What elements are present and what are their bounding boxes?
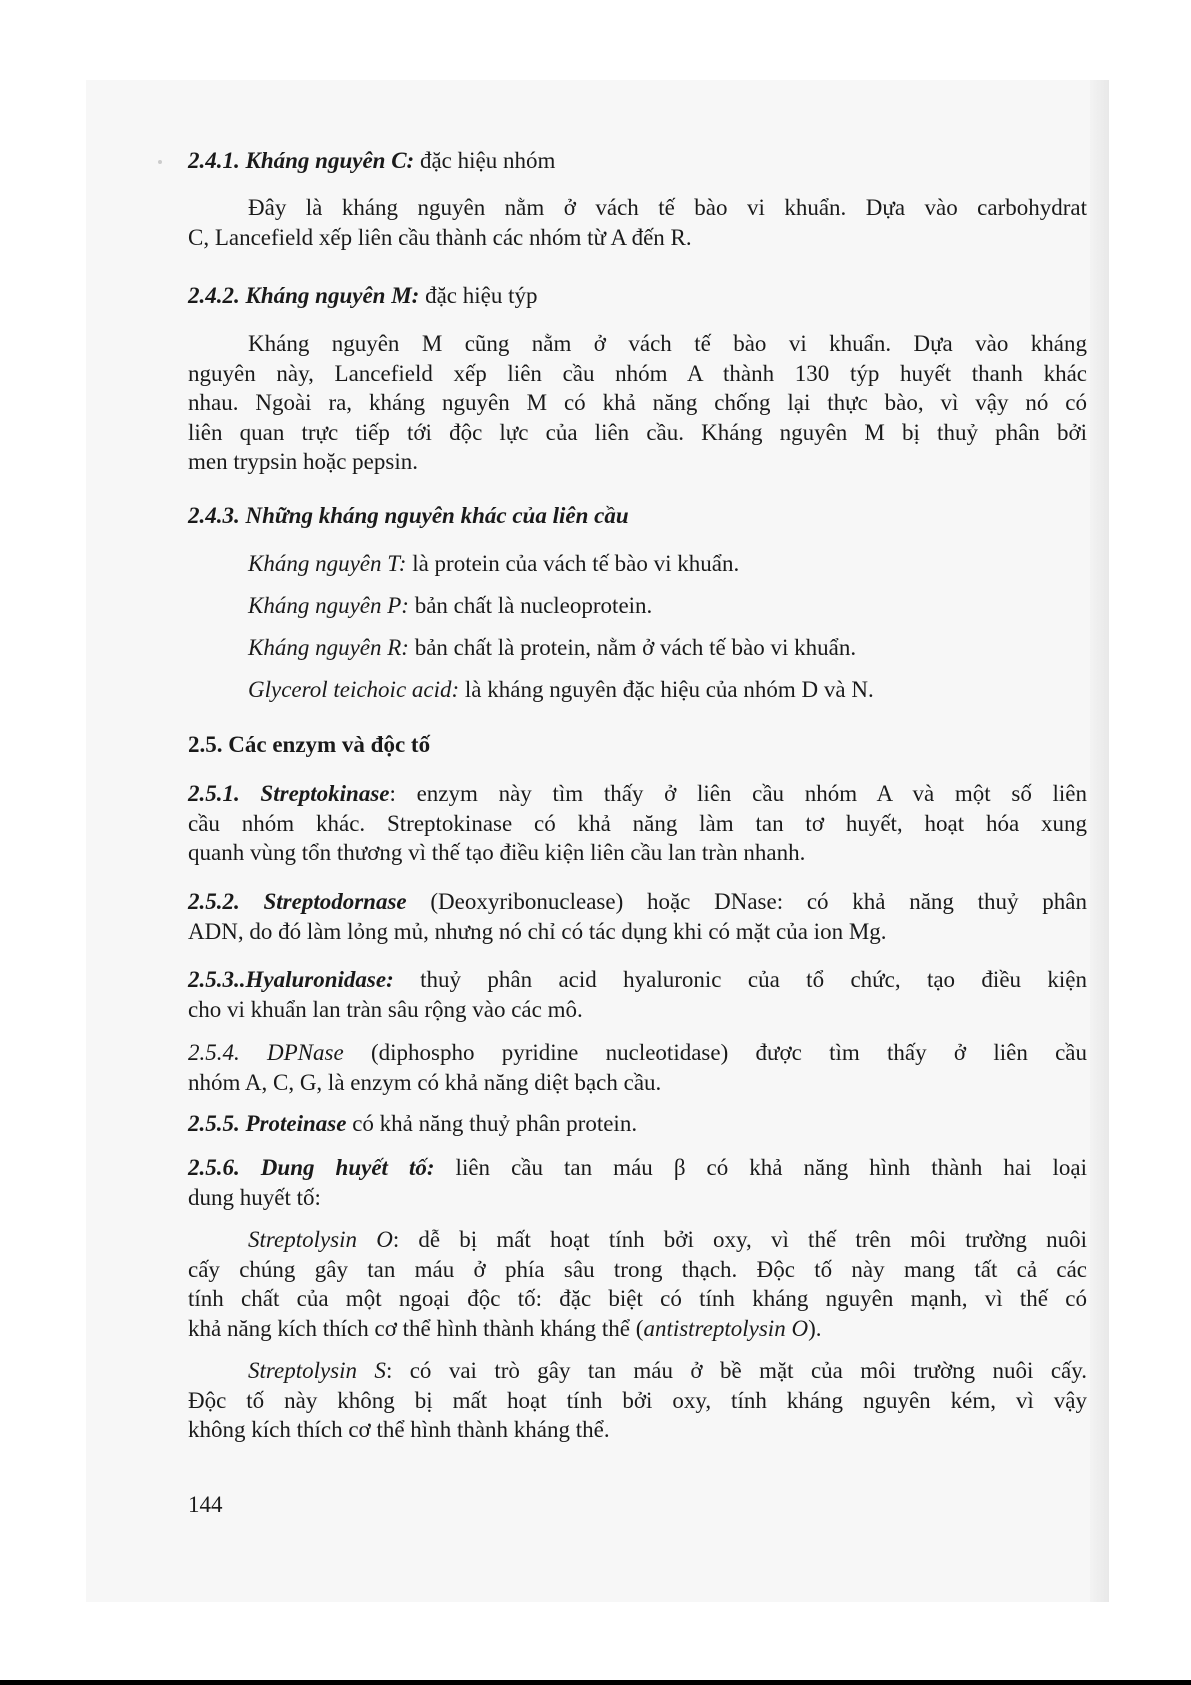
text-run: (diphospho pyridine nucleotidase) được tìm thấy ở liên cầu bbox=[343, 1040, 1088, 1065]
text-run: : enzym này tìm thấy ở liên cầu nhóm A và một số liên bbox=[389, 781, 1087, 806]
paragraph-streptolysin-o bbox=[188, 1225, 1087, 1343]
text-run: Độc tố này không bị mất hoạt tính bởi oxy, tính kháng nguyên kém, vì vậy bbox=[188, 1387, 1087, 1413]
text-run: không kích thích cơ thể hình thành kháng thể. bbox=[188, 1417, 610, 1442]
text-line bbox=[188, 1284, 1087, 1314]
text-run: đặc hiệu nhóm bbox=[414, 148, 556, 173]
text-line bbox=[188, 965, 1087, 995]
emphasis-run: Kháng nguyên T: bbox=[248, 551, 407, 576]
text-line bbox=[188, 779, 1087, 809]
text-line bbox=[188, 809, 1087, 839]
text-line bbox=[188, 193, 1087, 223]
text-run: ADN, do đó làm lỏng mủ, nhưng nó chỉ có tác dụng khi có mặt của ion Mg. bbox=[188, 918, 887, 944]
paragraph bbox=[188, 193, 1087, 252]
text-run: : có vai trò gây tan máu ở bề mặt của môi trường nuôi cấy. bbox=[385, 1358, 1088, 1383]
text-line bbox=[188, 1255, 1087, 1285]
text-line bbox=[188, 633, 1087, 663]
emphasis-run: 2.5.3..Hyaluronidase: bbox=[188, 967, 394, 992]
text-line bbox=[188, 838, 1087, 868]
emphasis-run: 2.4.2. Kháng nguyên M: bbox=[188, 283, 420, 308]
emphasis-run: 2.5.6. Dung huyết tố: bbox=[188, 1155, 435, 1180]
emphasis-run: 2.5. Các enzym và độc tố bbox=[188, 732, 431, 757]
text-line bbox=[188, 223, 1087, 253]
text-line bbox=[188, 329, 1087, 359]
text-run: nguyên này, Lancefield xếp liên cầu nhóm A thành 130 týp huyết thanh khác bbox=[188, 360, 1087, 386]
section-2-5-6 bbox=[188, 1153, 1087, 1212]
text-run: nhóm A, C, G, là enzym có khả năng diệt bạch cầu. bbox=[188, 1069, 662, 1095]
text-run: có khả năng thuỷ phân protein. bbox=[346, 1111, 638, 1136]
text-line bbox=[188, 1356, 1087, 1386]
text-run: Đây là kháng nguyên nằm ở vách tế bào vi khuẩn. Dựa vào carbohydrat bbox=[248, 195, 1087, 220]
text-line bbox=[188, 281, 1087, 311]
list-item bbox=[188, 675, 1087, 705]
emphasis-run: Kháng nguyên P: bbox=[248, 593, 409, 618]
text-run: bản chất là protein, nằm ở vách tế bào vi khuẩn. bbox=[408, 635, 857, 660]
section-2-5-3 bbox=[188, 965, 1087, 1024]
paragraph bbox=[188, 329, 1087, 477]
emphasis-run: Streptolysin S bbox=[248, 1358, 386, 1383]
text-run: khả năng kích thích cơ thể hình thành kháng thể ( bbox=[188, 1315, 644, 1341]
text-line bbox=[188, 675, 1087, 705]
emphasis-run: 2.5.4. DPNase bbox=[188, 1040, 344, 1065]
heading-2-4-1 bbox=[188, 146, 1087, 176]
text-run: Kháng nguyên M cũng nằm ở vách tế bào vi khuẩn. Dựa vào kháng bbox=[248, 331, 1087, 356]
text-line bbox=[188, 1415, 1087, 1445]
text-run: nhau. Ngoài ra, kháng nguyên M có khả năng chống lại thực bào, vì vậy nó có bbox=[188, 390, 1087, 415]
text-run: men trypsin hoặc pepsin. bbox=[188, 449, 418, 474]
text-run: là protein của vách tế bào vi khuẩn. bbox=[406, 551, 740, 576]
heading-2-4-2 bbox=[188, 281, 1087, 311]
emphasis-run: antistreptolysin O bbox=[643, 1315, 809, 1341]
text-line bbox=[188, 995, 1087, 1025]
list-item bbox=[188, 633, 1087, 663]
text-line bbox=[188, 1225, 1087, 1255]
text-line bbox=[188, 1109, 1087, 1139]
emphasis-run: 2.5.1. Streptokinase bbox=[188, 781, 390, 806]
text-line bbox=[188, 359, 1087, 389]
emphasis-run: 2.4.1. Kháng nguyên C: bbox=[188, 148, 415, 173]
section-2-5-2 bbox=[188, 887, 1087, 946]
text-run: dung huyết tố: bbox=[188, 1184, 321, 1210]
text-line bbox=[188, 146, 1087, 176]
text-line bbox=[188, 501, 1087, 531]
text-line bbox=[188, 917, 1087, 947]
page-gutter-shadow bbox=[1090, 80, 1109, 1602]
text-line bbox=[188, 447, 1087, 477]
text-run: C, Lancefield xếp liên cầu thành các nhóm từ A đến R. bbox=[188, 224, 692, 250]
text-line bbox=[188, 1183, 1087, 1213]
heading-2-4-3 bbox=[188, 501, 1087, 531]
text-run: liên quan trực tiếp tới độc lực của liên cầu. Kháng nguyên M bị thuỷ phân bởi bbox=[188, 419, 1087, 445]
text-line bbox=[188, 549, 1087, 579]
text-run: thuỷ phân acid hyaluronic của tổ chức, tạo điều kiện bbox=[393, 967, 1087, 992]
text-run: bản chất là nucleoprotein. bbox=[408, 593, 653, 618]
text-line bbox=[188, 1314, 1087, 1344]
text-run: cho vi khuẩn lan tràn sâu rộng vào các mô. bbox=[188, 996, 583, 1022]
text-run: cầu nhóm khác. Streptokinase có khả năng làm tan tơ huyết, hoạt hóa xung bbox=[188, 810, 1087, 836]
text-line bbox=[188, 418, 1087, 448]
list-item bbox=[188, 591, 1087, 621]
text-run: tính chất của một ngoại độc tố: đặc biệt có tính kháng nguyên mạnh, vì thế có bbox=[188, 1286, 1087, 1311]
paragraph-streptolysin-s bbox=[188, 1356, 1087, 1445]
heading-2-5 bbox=[188, 730, 1087, 760]
list-item bbox=[188, 549, 1087, 579]
text-line bbox=[188, 388, 1087, 418]
section-2-5-4 bbox=[188, 1038, 1087, 1097]
text-line bbox=[188, 1038, 1087, 1068]
page-number: 144 bbox=[188, 1492, 223, 1517]
emphasis-run: 2.4.3. Những kháng nguyên khác của liên cầu bbox=[188, 503, 629, 528]
text-line bbox=[188, 887, 1087, 917]
text-run: liên cầu tan máu β có khả năng hình thành hai loại bbox=[434, 1155, 1087, 1180]
text-run: : dễ bị mất hoạt tính bởi oxy, vì thế trên môi trường nuôi bbox=[392, 1227, 1087, 1252]
emphasis-run: 2.5.2. Streptodornase bbox=[188, 889, 407, 914]
text-line bbox=[188, 591, 1087, 621]
text-line bbox=[188, 1153, 1087, 1183]
scan-speck bbox=[158, 160, 162, 164]
text-run: ). bbox=[808, 1315, 822, 1341]
emphasis-run: 2.5.5. Proteinase bbox=[188, 1111, 347, 1136]
section-2-5-5 bbox=[188, 1109, 1087, 1139]
text-run: quanh vùng tổn thương vì thế tạo điều kiện liên cầu lan tràn nhanh. bbox=[188, 840, 806, 865]
emphasis-run: Kháng nguyên R: bbox=[248, 635, 409, 660]
text-line bbox=[188, 730, 1087, 760]
scan-border bbox=[0, 1680, 1191, 1685]
section-2-5-1 bbox=[188, 779, 1087, 868]
text-run: (Deoxyribonuclease) hoặc DNase: có khả năng thuỷ phân bbox=[406, 889, 1087, 914]
text-run: cấy chúng gây tan máu ở phía sâu trong thạch. Độc tố này mang tất cả các bbox=[188, 1256, 1087, 1282]
text-run: đặc hiệu týp bbox=[419, 283, 538, 308]
text-line bbox=[188, 1386, 1087, 1416]
emphasis-run: Streptolysin O bbox=[248, 1227, 393, 1252]
emphasis-run: Glycerol teichoic acid: bbox=[248, 677, 460, 702]
text-line bbox=[188, 1068, 1087, 1098]
text-run: là kháng nguyên đặc hiệu của nhóm D và N. bbox=[459, 677, 874, 702]
